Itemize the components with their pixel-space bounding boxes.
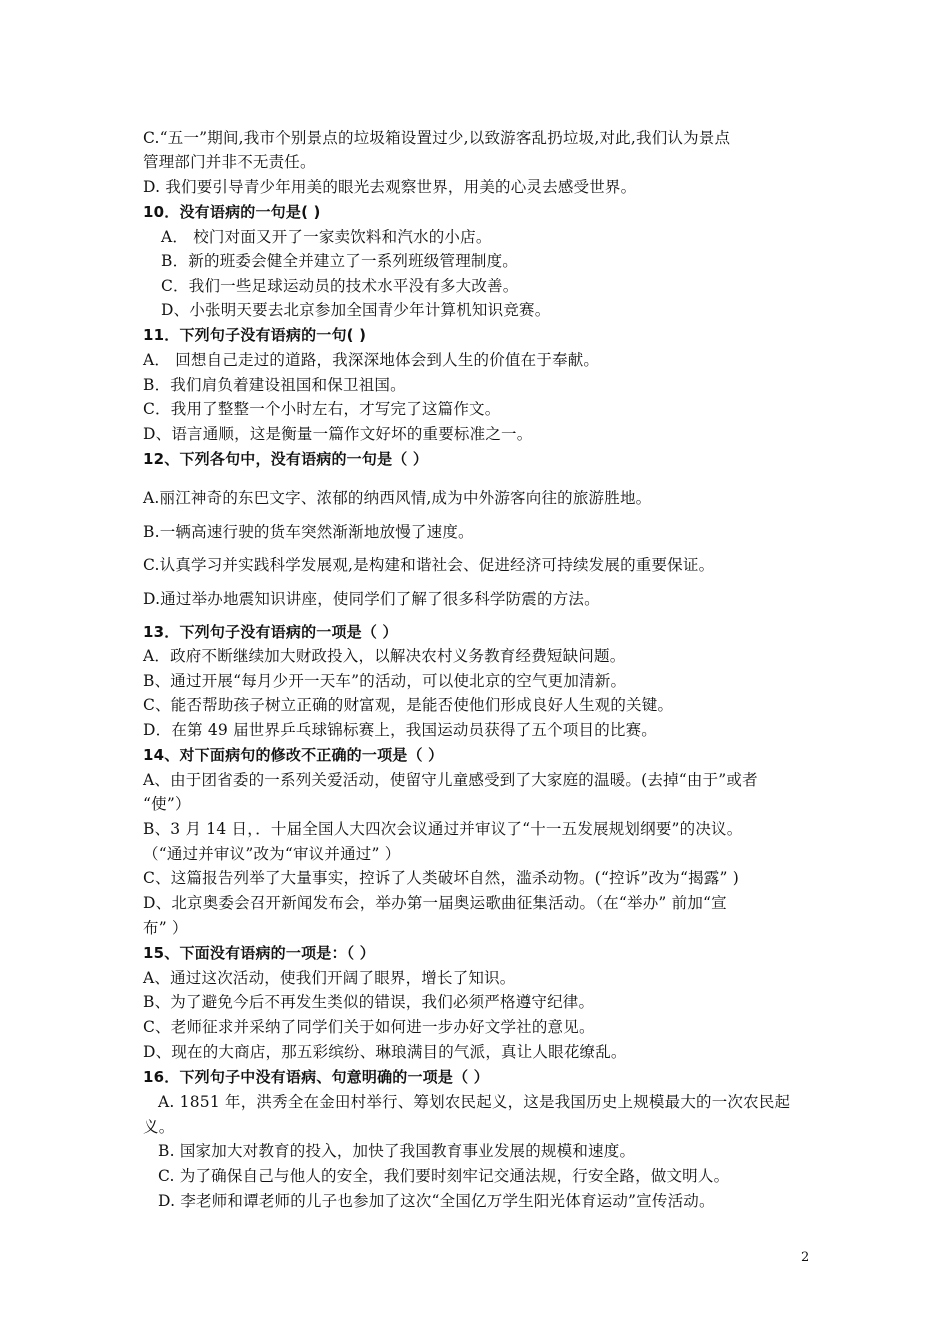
option-line: B．我们肩负着建设祖国和保卫祖国。 xyxy=(143,376,406,394)
option-line: B、通过开展“每月少开一天车”的活动，可以使北京的空气更加清新。 xyxy=(143,672,627,690)
option-line: D、现在的大商店，那五彩缤纷、琳琅满目的气派，真让人眼花缭乱。 xyxy=(143,1043,627,1061)
option-line: D、北京奥委会召开新闻发布会，举办第一届奥运歌曲征集活动。（在“举办” 前加“宣 xyxy=(143,894,727,912)
option-line: D.通过举办地震知识讲座，使同学们了解了很多科学防震的方法。 xyxy=(143,590,600,608)
option-line: 义。 xyxy=(143,1118,175,1136)
page-number: 2 xyxy=(801,1250,810,1265)
option-line: D、小张明天要去北京参加全国青少年计算机知识竞赛。 xyxy=(161,301,551,319)
option-line: A． 校门对面又开了一家卖饮料和汽水的小店。 xyxy=(161,228,492,246)
text-line: C.“五一”期间,我市个别景点的垃圾箱设置过少,以致游客乱扔垃圾,对此,我们认为景点 xyxy=(143,129,731,147)
question-heading-12: 12、下列各句中，没有语病的一句是（ ） xyxy=(143,450,429,468)
option-line: A. 1851 年，洪秀全在金田村举行、筹划农民起义，这是我国历史上规模最大的一次农民起 xyxy=(158,1093,791,1111)
option-line: C. 为了确保自己与他人的安全，我们要时刻牢记交通法规，行安全路，做文明人。 xyxy=(158,1167,730,1185)
question-heading-13: 13．下列句子没有语病的一项是（ ） xyxy=(143,623,398,641)
option-line: A.丽江神奇的东巴文字、浓郁的纳西风情,成为中外游客向往的旅游胜地。 xyxy=(143,489,652,507)
option-line: 布” ） xyxy=(143,919,188,937)
option-line: B、为了避免今后不再发生类似的错误，我们必须严格遵守纪律。 xyxy=(143,993,595,1011)
option-line: C．我用了整整一个小时左右，才写完了这篇作文。 xyxy=(143,400,501,418)
question-heading-10: 10．没有语病的一句是( ) xyxy=(143,203,321,221)
option-line: A． 回想自己走过的道路，我深深地体会到人生的价值在于奉献。 xyxy=(143,351,600,369)
option-line: D. 李老师和谭老师的儿子也参加了这次“全国亿万学生阳光体育运动”宣传活动。 xyxy=(158,1192,715,1210)
option-line: “使”） xyxy=(143,795,191,813)
option-line: B、3 月 14 日，．十届全国人大四次会议通过并审议了“十一五发展规划纲要”的决议。 xyxy=(143,820,743,838)
option-line: B．新的班委会健全并建立了一系列班级管理制度。 xyxy=(161,252,518,270)
option-line: B.一辆高速行驶的货车突然渐渐地放慢了速度。 xyxy=(143,523,474,541)
question-heading-16: 16．下列句子中没有语病、句意明确的一项是（ ） xyxy=(143,1068,489,1086)
option-line: C、老师征求并采纳了同学们关于如何进一步办好文学社的意见。 xyxy=(143,1018,595,1036)
option-line: C、能否帮助孩子树立正确的财富观，是能否使他们形成良好人生观的关键。 xyxy=(143,696,674,714)
question-heading-11: 11．下列句子没有语病的一句( ) xyxy=(143,326,367,344)
option-line: A、由于团省委的一系列关爱活动，使留守儿童感受到了大家庭的温暖。(去掉“由于”或者 xyxy=(143,771,758,789)
option-line: （“通过并审议”改为“审议并通过” ） xyxy=(143,845,401,863)
option-line: B. 国家加大对教育的投入，加快了我国教育事业发展的规模和速度。 xyxy=(158,1142,636,1160)
option-line: A、通过这次活动，使我们开阔了眼界，增长了知识。 xyxy=(143,969,516,987)
text-line: D. 我们要引导青少年用美的眼光去观察世界，用美的心灵去感受世界。 xyxy=(143,178,637,196)
text-line: 管理部门并非不无责任。 xyxy=(143,153,316,171)
option-line: D．在第 49 届世界乒乓球锦标赛上，我国运动员获得了五个项目的比赛。 xyxy=(143,721,658,739)
question-heading-15: 15、下面没有语病的一项是：（ ） xyxy=(143,944,375,962)
option-line: C．我们一些足球运动员的技术水平没有多大改善。 xyxy=(161,277,519,295)
question-heading-14: 14、对下面病句的修改不正确的一项是（ ） xyxy=(143,746,444,764)
option-line: D、语言通顺，这是衡量一篇作文好坏的重要标准之一。 xyxy=(143,425,533,443)
option-line: C、这篇报告列举了大量事实，控诉了人类破坏自然，滥杀动物。(“控诉”改为“揭露” ) xyxy=(143,869,739,887)
option-line: C.认真学习并实践科学发展观,是构建和谐社会、促进经济可持续发展的重要保证。 xyxy=(143,556,715,574)
option-line: A．政府不断继续加大财政投入，以解决农村义务教育经费短缺问题。 xyxy=(143,647,626,665)
